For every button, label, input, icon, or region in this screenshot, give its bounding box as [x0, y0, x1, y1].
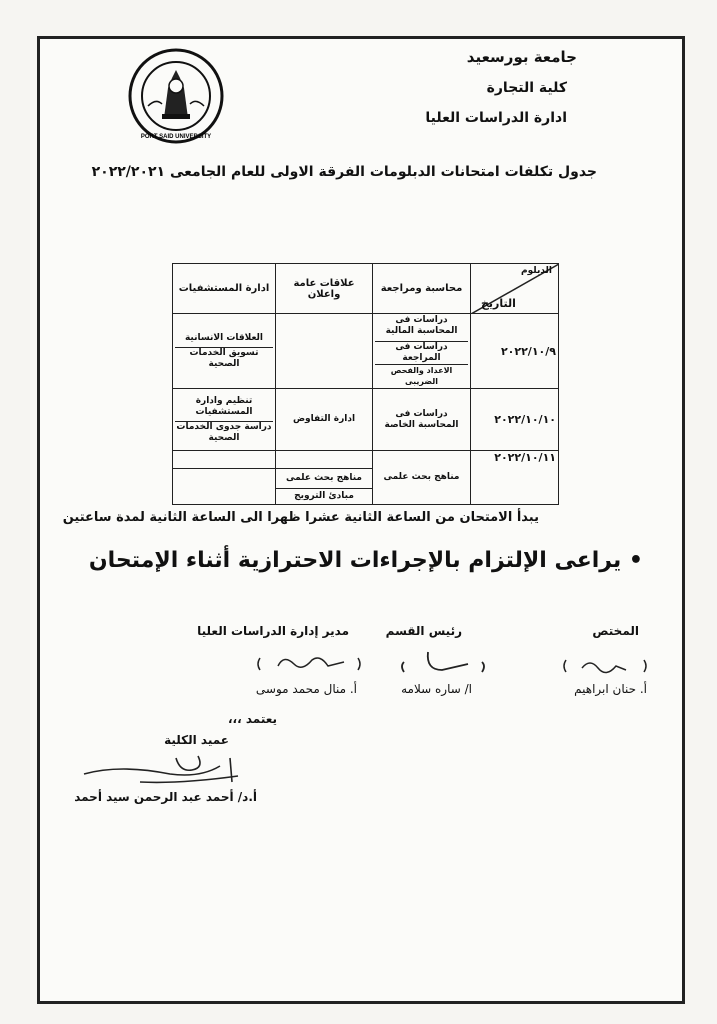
diag-bottom-label: التاريخ — [481, 297, 516, 310]
dean-signature — [80, 752, 240, 792]
university-name: جامعة بورسعيد — [466, 48, 577, 66]
specialist-name: أ. حنان ابراهيم — [574, 682, 647, 696]
faculty-name: كلية التجارة — [486, 80, 567, 96]
subject: الاعداد والفحص الضريبى — [390, 366, 453, 386]
specialist-signature — [560, 652, 650, 678]
gs-director-name: أ. منال محمد موسى — [255, 682, 357, 696]
date-3: ٢٠٢٢/١٠/١١ — [471, 451, 559, 505]
table-cell — [173, 451, 276, 469]
gs-director-signature — [254, 650, 364, 676]
head-of-dept-title: رئيس القسم — [385, 624, 462, 638]
university-seal — [128, 48, 224, 144]
diag-top-label: الدبلوم — [521, 266, 552, 276]
table-cell — [173, 314, 276, 389]
precaution-text: يراعى الإلتزام بالإجراءات الاحترازية أثناء الإمتحان — [88, 548, 622, 573]
subject: مبادئ الترويج — [276, 489, 373, 505]
gs-director-title: مدير إدارة الدراسات العليا — [197, 624, 349, 638]
dean-title: عميد الكلية — [164, 733, 229, 747]
dean-name: أ.د/ أحمد عبد الرحمن سيد أحمد — [74, 790, 257, 804]
subject: دراسة جدوى الخدمات الصحية — [176, 421, 272, 443]
precaution-note — [89, 548, 643, 573]
header-accounting: محاسبة ومراجعة — [373, 264, 471, 314]
subject: دراسات فى المحاسبة الخاصة — [373, 389, 471, 451]
exam-schedule-table — [172, 263, 559, 505]
subject: دراسات فى المراجعة — [375, 342, 468, 365]
date-2: ٢٠٢٢/١٠/١٠ — [471, 389, 559, 451]
header-public-relations: علاقات عامة واعلان — [276, 264, 373, 314]
document-title: جدول تكلفات امتحانات الدبلومات الفرقة الاولى للعام الجامعى ٢٠٢٢/٢٠٢١ — [91, 164, 597, 180]
subject: مناهج بحث علمى — [373, 451, 471, 505]
subject: ادارة التفاوض — [276, 389, 373, 451]
department-name: ادارة الدراسات العليا — [425, 110, 567, 126]
subject: مناهج بحث علمى — [276, 469, 373, 489]
subject: العلاقات الانسانية — [175, 333, 273, 348]
subject: تسويق الخدمات الصحية — [189, 347, 259, 369]
approval-label: يعتمد ،،، — [227, 712, 277, 726]
head-of-dept-signature — [398, 640, 490, 676]
diagonal-header-cell — [471, 264, 559, 314]
table-cell — [373, 314, 471, 389]
head-of-dept-name: ا/ ساره سلامه — [401, 682, 472, 696]
table-cell — [173, 469, 276, 505]
header-hospital-admin: ادارة المستشفيات — [173, 264, 276, 314]
table-cell — [276, 314, 373, 389]
table-cell — [173, 389, 276, 451]
specialist-title: المختص — [592, 624, 639, 638]
seal-text: PORT SAID UNIVERSITY — [140, 134, 212, 140]
date-1: ٢٠٢٢/١٠/٩ — [471, 314, 559, 389]
subject: دراسات فى المحاسبة المالية — [375, 315, 468, 342]
table-cell — [276, 451, 373, 469]
exam-time-note: يبدأ الامتحان من الساعة الثانية عشرا ظهرا الى الساعة الثانية لمدة ساعتين — [62, 510, 539, 525]
bullet: • — [621, 548, 643, 573]
subject: تنظيم وادارة المستشفيات — [175, 396, 273, 422]
